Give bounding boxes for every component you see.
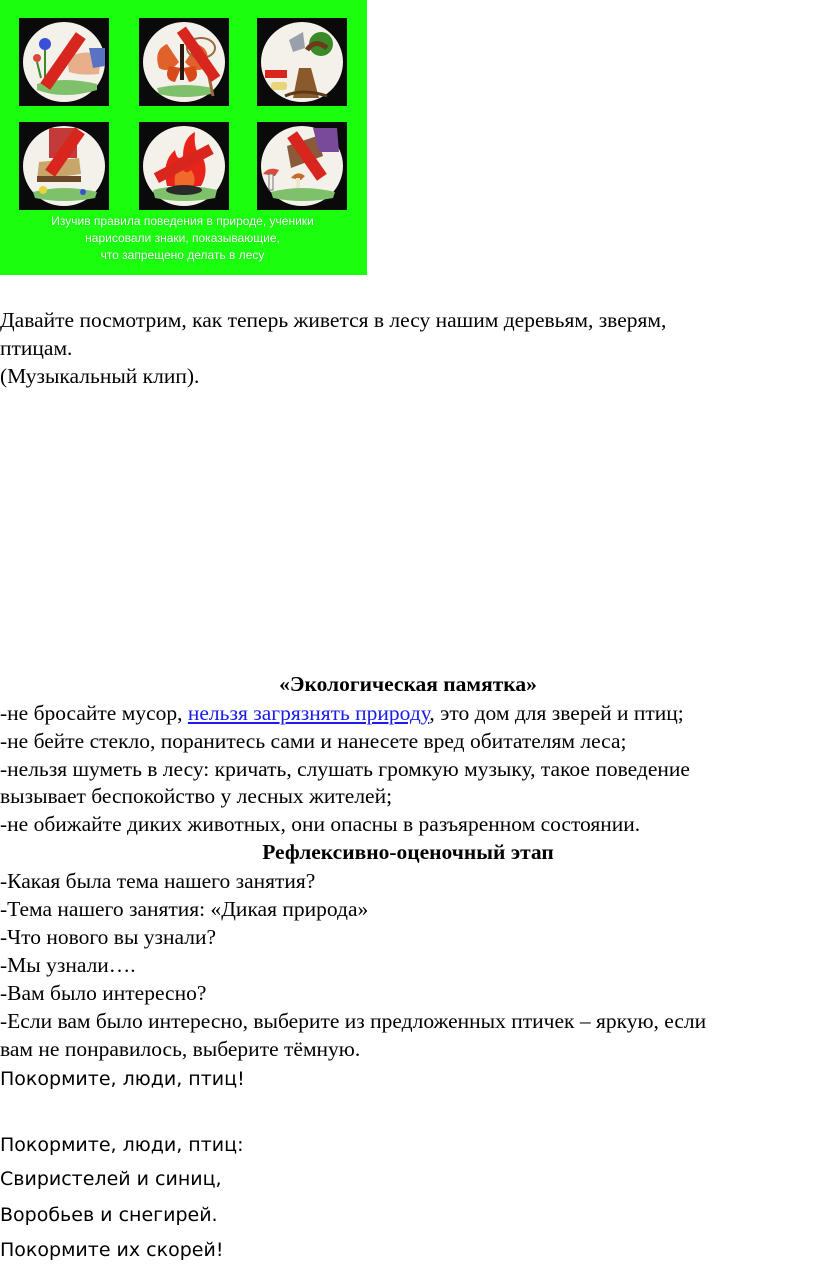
memo-title: «Экологическая памятка» bbox=[279, 672, 537, 696]
intro-line: Давайте посмотрим, как теперь живется в лесу нашим деревьям, зверям, bbox=[0, 308, 667, 332]
intro-line: птицам. bbox=[0, 336, 73, 360]
reflection-line: вам не понравилось, выберите тёмную. bbox=[0, 1037, 361, 1061]
forest-rules-poster bbox=[0, 0, 367, 275]
sign-tile bbox=[139, 122, 229, 210]
poster-caption bbox=[10, 213, 355, 264]
memo-item-text: -не бросайте мусор, bbox=[0, 701, 188, 725]
reflection-line: -Вам было интересно? bbox=[0, 981, 207, 1005]
no-picking-flowers-icon bbox=[19, 18, 109, 106]
reflection-line: -Если вам было интересно, выберите из предложенных птичек – яркую, если bbox=[0, 1009, 707, 1033]
reflection-line: -Мы узнали…. bbox=[0, 953, 136, 977]
memo-item: -не обижайте диких животных, они опасны в разъяренном состоянии. bbox=[0, 812, 641, 836]
poster-caption-line: нарисовали знаки, показывающие, bbox=[85, 231, 280, 245]
memo-item: -не бейте стекло, поранитесь сами и нанесете вред обитателям леса; bbox=[0, 729, 627, 753]
no-cutting-trees-icon bbox=[257, 18, 347, 106]
reflection-line: -Какая была тема нашего занятия? bbox=[0, 869, 316, 893]
sign-tile bbox=[139, 18, 229, 106]
poster-caption-line: что запрещено делать в лесу bbox=[100, 248, 265, 262]
poem-heading: Покормите, люди, птиц! bbox=[0, 1068, 245, 1090]
intro-line: (Музыкальный клип). bbox=[0, 364, 200, 388]
poem-line: Покормите, люди, птиц: bbox=[0, 1134, 244, 1156]
sign-tile bbox=[257, 122, 347, 210]
no-kicking-mushrooms-icon bbox=[257, 122, 347, 210]
poster-caption-line: Изучив правила поведения в природе, ученики bbox=[51, 214, 314, 228]
memo-item: вызывает беспокойство у лесных жителей; bbox=[0, 784, 393, 808]
poem-line: Покормите их скорей! bbox=[0, 1239, 224, 1261]
no-catching-butterflies-icon bbox=[139, 18, 229, 106]
no-trampling-plants-icon bbox=[19, 122, 109, 210]
sign-tile bbox=[257, 18, 347, 106]
memo-item-text: , это дом для зверей и птиц; bbox=[429, 701, 684, 725]
poem-line: Воробьев и снегирей. bbox=[0, 1204, 218, 1226]
reflection-line: -Тема нашего занятия: «Дикая природа» bbox=[0, 897, 369, 921]
memo-item bbox=[0, 699, 816, 727]
poem-line: Свиристелей и синиц, bbox=[0, 1168, 222, 1190]
reflection-line: -Что нового вы узнали? bbox=[0, 925, 217, 949]
sign-tile bbox=[19, 18, 109, 106]
memo-item: -нельзя шуметь в лесу: кричать, слушать громкую музыку, такое поведение bbox=[0, 757, 690, 781]
sign-tile bbox=[19, 122, 109, 210]
no-campfire-icon bbox=[139, 122, 229, 210]
reflection-title: Рефлексивно-оценочный этап bbox=[262, 840, 554, 864]
pollution-link[interactable]: нельзя загрязнять природу bbox=[187, 701, 430, 725]
